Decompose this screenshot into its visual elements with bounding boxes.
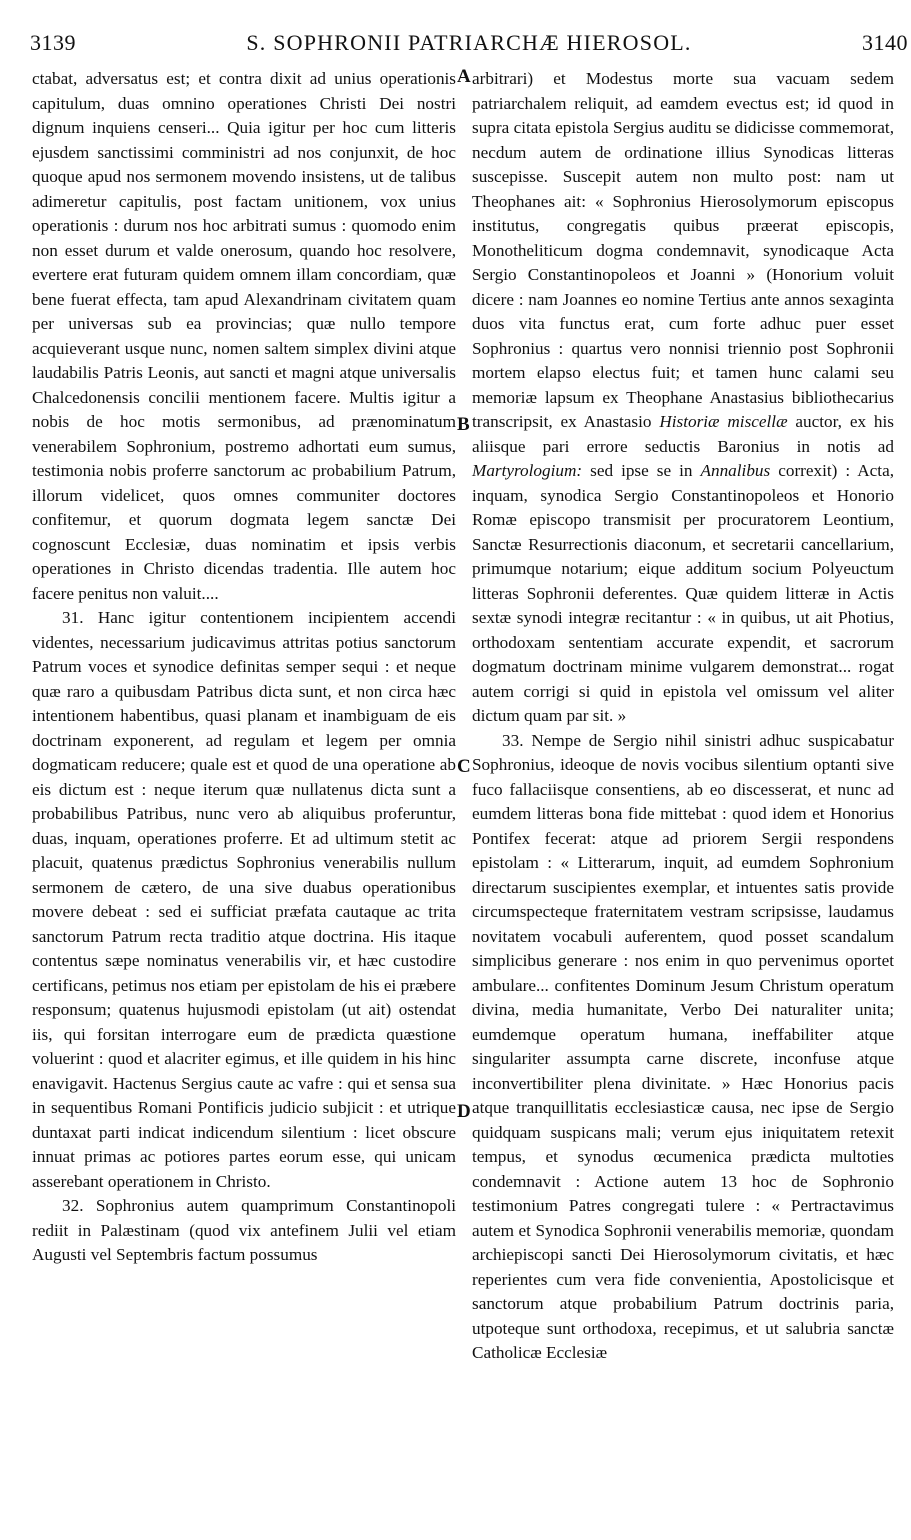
paragraph-continued: ctabat, adversatus est; et contra dixit ad unius operationis capitulum, duas omnino operationes Christi Dei nostri dignum inquiens censeri... Quia igitur per hoc cum litteris ejusdem sanctissimi comministri ad nos conjunxit, de hoc quoque apud nos sermonem movendo insistens, ut de talibus adimeretur capitulis, post factam unitionem, vox unius operationis : durum nos hoc arbitrati sumus : quomodo enim non esset durum et valde onerosum, quando hoc resolvere, evertere erat futuram quidem omnem illam concordiam, quæ bene fuerat effecta, tam apud Alexandrinam civitatem quam per universas sub ea provincias; quæ nullo tempore acquieverant usque nunc, nomen saltem simplex divini atque laudabilis Patris Leonis, aut sancti et magni atque universalis Chalcedonensis concilii mentionem facere. Multis igitur a nobis de hoc motis sermonibus, ad prænominatum venerabilem Sophronium, postremo adhortati eum sumus, testimonia nobis proferre sanctorum ac probabilium Patrum, illorum videlicet, quos omnes communiter doctores confitemur, et quorum dogmata legem sanctæ Dei cognoscunt Ecclesiæ, duas nominatim et ipsis verbis operationes in Christo dicendas tradentia. Ille autem hoc facere penitus non valuit....	[32, 69, 456, 603]
text-run: auctor, ex his aliisque pari errore seductis Baronius in notis ad	[472, 412, 894, 456]
right-column	[472, 67, 894, 1366]
paragraph-31: 31. Hanc igitur contentionem incipientem accendi videntes, necessarium judicavimus attritas potius sanctorum Patrum voces et synodice definitas semper sequi : et neque quæ raro a quibusdam Patribus dicta sunt, et non circa hæc intentionem habentibus, quasi planam et inambiguam de eis doctrinam exponerent, ad regulam et legem per omnia dogmaticam reducere; quale est et quod de una operatione ab eis dictum est : neque iterum quæ nullatenus dicta sunt a probabilibus Patribus, nunc vero ab aliquibus proferuntur, duas, inquam, operationes proferre. Et ad ultimum stetit ac placuit, quatenus prædictus Sophronius venerabilis nullum sermonem de cætero, de una sive duabus operationibus movere debeat : sed ei sufficiat præfata cautaque ac trita sanctorum Patrum recta traditio atque doctrina. His itaque contentus sæpe nominatus venerabilis vir, et hæc custodire certificans, petimus nos etiam per epistolam de his ei præbere responsum; quatenus hujusmodi epistolam (ut ait) ostendat iis, qui forsitan interrogare eum de prædicta quæstione voluerint : quod et alacriter egimus, et ille quidem in his hinc enavigavit. Hactenus Sergius caute ac vafre : qui et sensa sua in sequentibus Romani Pontificis judicio subjicit : et utrique duntaxat parti indicat indicendum silentium : licet obscure innuat primas ac potiores partes eorum esse, qui unicam asserebant operationem in Christo.	[32, 608, 456, 1191]
italic-title: Martyrologium:	[472, 461, 583, 480]
section-marker-b: B	[457, 414, 470, 435]
text-run: sed ipse se in	[582, 461, 701, 480]
section-marker-a: A	[457, 66, 471, 87]
section-marker-d: D	[457, 1101, 471, 1122]
page-number-right: 3140	[862, 30, 908, 55]
page-number-left: 3139	[30, 30, 76, 55]
italic-title: Historiæ miscellæ	[659, 412, 788, 431]
paragraph-32-continued	[472, 67, 894, 729]
running-title: S. SOPHRONII PATRIARCHÆ HIEROSOL.	[246, 30, 692, 55]
section-marker-c: C	[457, 756, 471, 777]
page-header	[30, 30, 908, 70]
left-column	[32, 67, 456, 1268]
text-run: arbitrari) et Modestus morte sua vacuam sedem patriarchalem reliquit, ad eamdem evectus est; id quod in supra citata epistola Sergius auditu se didicisse commemorat, necdum autem de ordinatione illius Synodicas litteras suscepisse. Suscepit autem non multo post: nam ut Theophanes ait: « Sophronius Hierosolymorum episcopus institutus, congregatis quibus præerat episcopis, Monotheliticum dogma condemnavit, synodicaque Acta Sergio Constantinopoleos et Joanni » (Honorium voluit dicere : nam Joannes eo nomine Tertius ante annos sexaginta duos vita functus erat, cum forte adhuc puer esset Sophronius : quartus vero nonnisi triennio post Sophronii mortem elapso electus fuit; et tamen hunc calami seu memoriæ lapsum ex Theophane Anastasius bibliothecarius transcripsit, ex Anastasio	[472, 69, 894, 431]
paragraph-33: 33. Nempe de Sergio nihil sinistri adhuc suspicabatur Sophronius, ideoque de novis vocibus silentium optanti sive fuco fallaciisque consentiens, ab eo discesserat, et nunc ad eumdem litteras bona fide mittebat : quod idem et Honorius Pontifex fecerat: atque ad priorem Sergii respondens epistolam : « Litterarum, inquit, ad eumdem Sophronium directarum suscipientes exemplar, et intuentes satis provide circumspecteque fraternitatem vestram scripsisse, laudamus novitatem vocabuli auferentem, quod posset scandalum simplicibus generare : nos enim in quo pervenimus oportet ambulare... confitentes Dominum Jesum Christum operatum divina, media humanitate, Verbo Dei naturaliter unita; eumdemque operatum humana, ineffabiliter atque singulariter assumpta carne discrete, inconfuse atque inconvertibiliter plena divinitate. » Hæc Honorius pacis atque tranquillitatis ecclesiasticæ causa, nec ipse de Sergio quidquam suspicans mali; verum ejus iniquitatem retexit tempus, et synodus œcumenica prædicta multoties condemnavit : Actione autem 13 hoc de Sophronio testimonium Patres congregati tulere : « Pertractavimus autem et Synodica Sophronii venerabilis memoriæ, quondam archiepiscopi sancti Dei Hierosolymorum civitatis, et hæc reperientes cum vera fide convenientia, Apostolicisque et sanctorum atque probabilium Patrum doctrinis paria, utpoteque sunt orthodoxa, recepimus, et ut salubria sanctæ Catholicæ Ecclesiæ	[472, 730, 894, 1362]
paragraph-32: 32. Sophronius autem quamprimum Constantinopoli rediit in Palæstinam (quod vix antefinem Julii vel etiam Augusti vel Septembris factum possumus	[32, 1196, 456, 1264]
italic-title: Annalibus	[700, 461, 771, 480]
text-run: correxit) : Acta, inquam, synodica Sergio Constantinopoleos et Honorio Romæ episcopo transmisit per procuratorem Leontium, Sanctæ Resurrectionis diaconum, et secretarii cancellarium, primumque notarium; eique additum socium Polyeuctum litteras Sophronii deferentes. Quæ quidem litteræ in Actis sextæ synodi integræ recitantur : « in quibus, ut ait Photius, orthodoxam sententiam accurate expendit, et sacrorum dogmatum doctrinam minime vulgarem demonstrat... rogat autem corrigi si quid in epistola vel omissum vel aliter dictum quam par sit. »	[472, 461, 894, 725]
